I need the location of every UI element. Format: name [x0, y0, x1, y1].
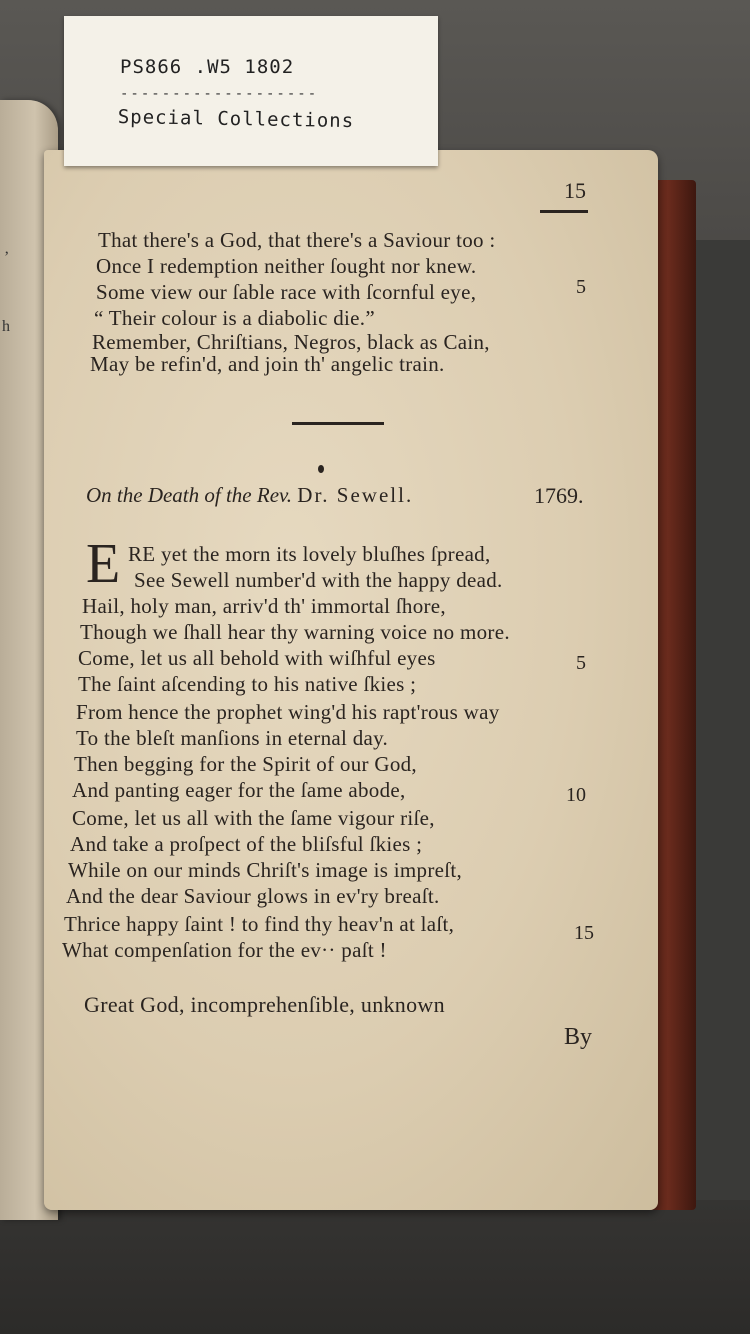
slip-separator: ------------------- — [120, 86, 319, 102]
poem2-line: Though we ſhall hear thy warning voice no more. — [80, 620, 510, 644]
poem2-line: While on our minds Chriſt's image is impreſt, — [68, 858, 463, 882]
poem2-line: RE yet the morn its lovely bluſhes ſpread, — [128, 542, 491, 566]
line-number: 15 — [574, 922, 594, 944]
poem1-line: Once I redemption neither ſought nor knew. — [96, 254, 477, 278]
line-number: 5 — [576, 276, 586, 298]
poem2-line: And take a proſpect of the bliſsful ſkies ; — [70, 832, 423, 856]
poem-year: 1769. — [534, 483, 584, 508]
poem-title-name: Dr. Sewell. — [297, 483, 414, 507]
final-line: Great God, incomprehenſible, unknown — [84, 992, 445, 1017]
call-number-slip — [64, 16, 438, 166]
poem2-line: Come, let us all with the ſame vigour riſe, — [72, 806, 435, 830]
poem1-line: May be refin'd, and join th' angelic train. — [90, 352, 445, 376]
poem1-line: “ Their colour is a diabolic die.” — [94, 306, 375, 330]
poem2-line: Thrice happy ſaint ! to find thy heav'n at laſt, — [64, 912, 455, 936]
poem2-line: And panting eager for the ſame abode, — [72, 778, 406, 802]
section-divider — [292, 422, 384, 425]
poem2-line: Then begging for the Spirit of our God, — [74, 752, 417, 776]
page-number: 15 — [564, 178, 586, 203]
poem1-line: Remember, Chriſtians, Negros, black as Cain, — [92, 330, 490, 354]
call-number: PS866 .W5 1802 — [120, 56, 295, 78]
poem2-line: From hence the prophet wing'd his rapt'rous way — [76, 700, 500, 724]
poem2-line: Hail, holy man, arriv'd th' immortal ſhore, — [82, 594, 446, 618]
poem2-line: To the bleſt manſions in eternal day. — [76, 726, 389, 750]
poem-title-italic: On the Death of the Rev. — [86, 483, 293, 507]
background-lower — [0, 1200, 750, 1334]
book-page — [44, 150, 658, 1210]
ornament-dot — [318, 465, 324, 473]
poem2-line: See Sewell number'd with the happy dead. — [134, 568, 503, 592]
poem2-line: The ſaint aſcending to his native ſkies ; — [78, 672, 417, 696]
page-edge-mark: h — [2, 318, 10, 335]
catchword: By — [564, 1024, 593, 1050]
poem-title — [86, 483, 413, 508]
page-number-rule — [540, 210, 588, 213]
line-number: 10 — [566, 784, 586, 806]
poem2-line: And the dear Saviour glows in ev'ry breaſt. — [66, 884, 440, 908]
poem1-line: That there's a God, that there's a Saviour too : — [98, 228, 496, 252]
poem1-line: Some view our ſable race with ſcornful eye, — [96, 280, 477, 304]
drop-cap: E — [86, 533, 121, 595]
page-edge-mark: ‚ — [4, 240, 10, 257]
line-number: 5 — [576, 652, 586, 674]
poem2-line: What compenſation for the ev·· paſt ! — [62, 938, 387, 962]
collection-name: Special Collections — [117, 106, 355, 133]
poem2-line: Come, let us all behold with wiſhful eyes — [78, 646, 436, 670]
